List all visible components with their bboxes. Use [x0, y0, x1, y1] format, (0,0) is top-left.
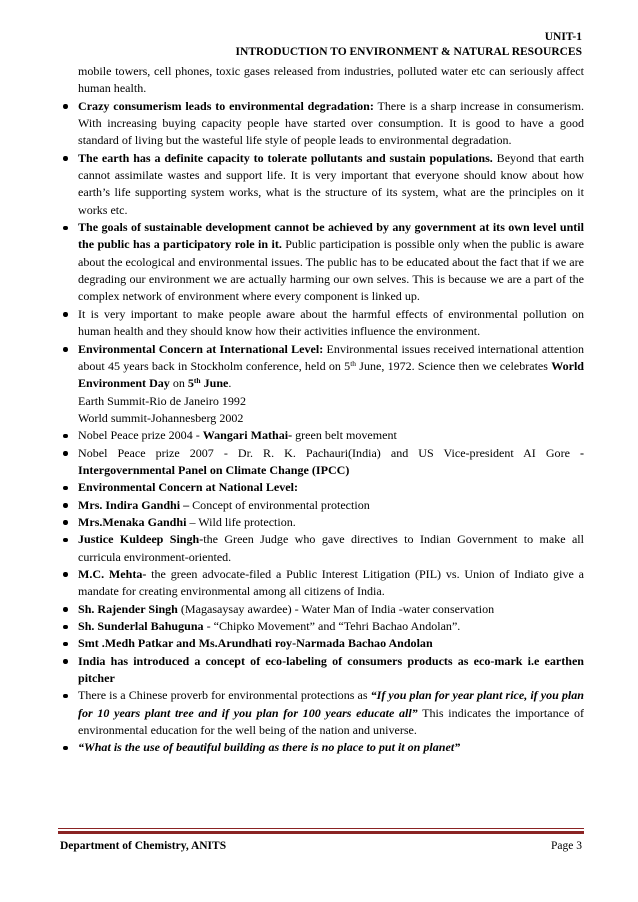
world-environment-day: World Environment Day	[78, 358, 584, 391]
list-item-goals	[58, 219, 584, 306]
item-text: Concept of environmental protection	[189, 497, 370, 512]
item-heading: - Intergovernmental Panel on Climate Change (IPCC)	[78, 445, 584, 477]
item-text: June, 1972. Science then we celebrates	[356, 358, 552, 373]
item-heading: Environmental Concern at International Level:	[78, 341, 324, 356]
item-text: It is very important to make people aware about the harmful effects of environmental pollution on human health and they should know how their activities influence the environment.	[78, 306, 584, 339]
item-text: the green advocate-filed a Public Interest Litigation (PIL) vs. Union of Indiato give a mandate for creating environmental among all citizens of India.	[78, 566, 584, 599]
item-text: green belt movement	[292, 428, 397, 443]
item-heading: India has introduced a concept of eco-labeling of consumers products as eco-mark i.e earthen pitcher	[78, 653, 584, 686]
list-item-nobel-2007	[58, 445, 584, 480]
intro-paragraph: mobile towers, cell phones, toxic gases released from industries, polluted water etc can seriously affect human health.	[78, 64, 584, 96]
list-item-indira	[58, 497, 584, 514]
page-body	[58, 63, 584, 757]
item-text: Nobel Peace prize 2007 - Dr. R. K. Pachauri(India) and US Vice-president AI Gore	[78, 445, 580, 460]
item-text: .	[228, 376, 232, 391]
list-item-international	[58, 341, 584, 428]
item-heading: Environmental Concern at National Level:	[78, 480, 298, 495]
summit-line: World summit-Johannesberg 2002	[78, 410, 244, 425]
item-heading: Mrs.Menaka Gandhi	[78, 514, 187, 529]
list-item-proverb	[58, 687, 584, 739]
header-unit: UNIT-1	[544, 31, 582, 43]
item-text: Beyond that earth cannot assimilate wastes and support life. It is very important that everyone should know about how earth’s life supporting system works, what is the structure of its system, what are the principles on it works etc.	[78, 150, 584, 217]
header-title: INTRODUCTION TO ENVIRONMENT & NATURAL RESOURCES	[235, 46, 582, 58]
footer-department: Department of Chemistry, ANITS	[60, 840, 227, 852]
item-text: (Magasaysay awardee) - Water Man of India -water conservation	[177, 601, 495, 616]
list-item-aware	[58, 306, 584, 341]
list-item-nobel-2004	[58, 427, 584, 444]
item-text: Environmental issues received international attention about 45 years back in Stockholm conference, held on 5	[78, 341, 584, 373]
superscript: th	[193, 376, 201, 386]
item-heading: Mrs. Indira Gandhi –	[78, 497, 190, 512]
item-text: – Wild life protection.	[186, 514, 296, 529]
item-text: on	[169, 376, 188, 391]
proverb-quote: “If you plan for year plant rice, if you plan for 10 years plant tree and if you plan for 100 years educate all”	[78, 688, 584, 720]
footer-page-number: Page 3	[551, 840, 582, 852]
item-heading: Wangari Mathai-	[202, 428, 293, 443]
list-item-menaka	[58, 514, 584, 531]
footer-rule-thick	[58, 831, 584, 834]
date-month: June	[200, 376, 229, 391]
date-day: 5	[187, 376, 194, 391]
item-heading: Crazy consumerism leads to environmental degradation:	[78, 98, 374, 113]
bullet-list	[58, 98, 584, 757]
list-item-sunderlal	[58, 618, 584, 635]
item-text: This indicates the importance of environmental education for the well being of the nation and universe.	[78, 705, 584, 738]
item-text: the Green Judge who gave directives to Indian Government to make all curricula environment-oriented.	[78, 532, 585, 564]
list-item-medha	[58, 635, 584, 652]
list-item-building	[58, 739, 584, 756]
item-heading: The earth has a definite capacity to tolerate pollutants and sustain populations.	[78, 150, 493, 165]
item-text: Nobel Peace prize 2004 -	[78, 428, 203, 443]
summit-line: Earth Summit-Rio de Janeiro 1992	[78, 393, 246, 408]
item-text: - “Chipko Movement” and “Tehri Bachao Andolan”.	[203, 619, 461, 633]
list-item-capacity	[58, 150, 584, 219]
item-heading: The goals of sustainable development cannot be achieved by any government at its own level until the public has a participatory role in it.	[78, 220, 584, 252]
item-heading: Sh. Sunderlal Bahuguna	[78, 619, 204, 633]
item-text: There is a Chinese proverb for environmental protections as	[78, 688, 371, 703]
list-item-rajender	[58, 601, 584, 618]
footer-rule-thin	[58, 828, 584, 829]
list-item-kuldeep	[58, 531, 584, 566]
building-quote: “What is the use of beautiful building as there is no place to put it on planet”	[78, 740, 461, 755]
item-text: There is a sharp increase in consumerism. With increasing buying capacity people have started over consumption. It is good to have a good standard of living but the wasteful life style of people leads to environmental degradation.	[78, 98, 584, 148]
list-item-national	[58, 479, 584, 496]
item-heading: Justice Kuldeep Singh-	[78, 532, 204, 547]
item-text: Public participation is possible only when the public is aware about the ecological and environmental issues. The public has to be educated about the fact that if we are degrading our environment we are actually harming our own selves. This is because we are a part of the complex network of environment where every component is linked up.	[78, 237, 585, 304]
item-heading: Sh. Rajender Singh	[78, 601, 178, 616]
item-heading: M.C. Mehta-	[78, 566, 147, 581]
list-item-mehta	[58, 566, 584, 601]
superscript: th	[350, 358, 357, 368]
list-item-consumerism	[58, 98, 584, 150]
item-heading: Smt .Medh Patkar and Ms.Arundhati roy-Narmada Bachao Andolan	[78, 636, 433, 651]
list-item-ecomark	[58, 653, 584, 688]
